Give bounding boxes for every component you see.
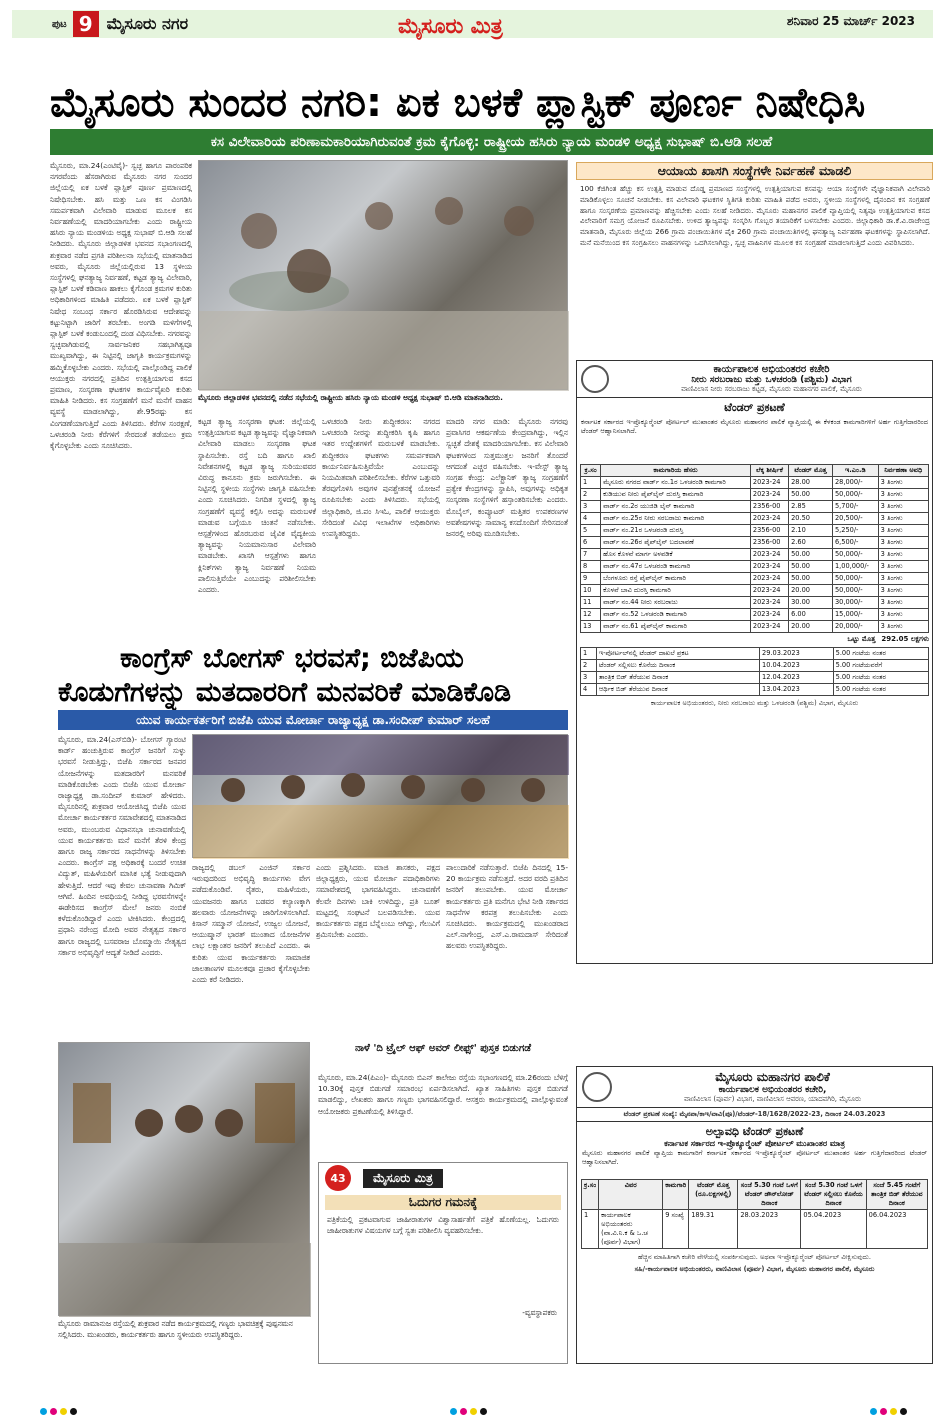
story2-column-2: ರಾಜ್ಯದಲ್ಲಿ ಡಬಲ್ ಎಂಜಿನ್ ಸರ್ಕಾರ ಇರುವುದರಿಂದ ಅಭಿವೃದ್ಧಿ ಕಾರ್ಯಗಳು ವೇಗ ಪಡೆದುಕೊಂಡಿವೆ. ರೈತರು, ಮಹಿಳೆಯರು, ಯುವಜನರು ಹಾಗೂ ಬಡವರ ಕಲ್ಯಾಣಕ್ಕಾಗಿ ಹಲವಾರು ಯೋಜನೆಗಳನ್ನು ಜಾರಿಗೊಳಿಸಲಾಗಿದೆ. ಕಿಸಾನ್ ಸಮ್ಮಾನ್ ಯೋಜನೆ, ಉಜ್ವಲ ಯೋಜನೆ, ಆಯುಷ್ಮಾನ್ ಭಾರತ್ ಮುಂತಾದ ಯೋಜನೆಗಳ ಲಾಭ ಲಕ್ಷಾಂತರ ಜನರಿಗೆ ತಲುಪಿದೆ ಎಂದರು. ಈ ಕುರಿತು ಯುವ ಕಾರ್ಯಕರ್ತರು ಸಾಮಾಜಿಕ ಜಾಲತಾಣಗಳ ಮೂಲಕವೂ ಪ್ರಚಾರ ಕೈಗೊಳ್ಳಬೇಕು ಎಂದು ಕರೆ ನೀಡಿದರು. (192, 863, 310, 985)
table-cell: 5,700/- (832, 501, 878, 513)
table-cell: ವಾರ್ಡ್ ನಂ.25ರ ನೀರು ಸರಬರಾಜು ಕಾಮಗಾರಿ (601, 513, 751, 525)
table-cell: 2356-00 (750, 525, 788, 537)
story3-headline: ನಾಳೆ 'ದಿ ಟ್ರೈಲ್ ಆಫ್ ಅವರ್ ಲೀಫ್ಸ್' ಪುಸ್ತಕ ಬಿಡುಗಡೆ (354, 1043, 532, 1054)
magenta-dot-icon (880, 1408, 887, 1415)
table-header: ಲೆಕ್ಕ ಶೀರ್ಷಿಕೆ (750, 465, 788, 477)
table-row (581, 597, 929, 609)
reader-box-body: ಪತ್ರಿಕೆಯಲ್ಲಿ ಪ್ರಕಟವಾಗುವ ಜಾಹೀರಾತುಗಳ ವಿಶ್ವಾಸಾರ್ಹತೆಗೆ ಪತ್ರಿಕೆ ಹೊಣೆಯಲ್ಲ. ಓದುಗರು ಜಾಹೀರಾತುಗಳ ವಿಷಯಗಳ ಬಗ್ಗೆ ಸ್ವತಃ ಪರಿಶೀಲಿಸಿ ವ್ಯವಹರಿಸಬೇಕು. (327, 1215, 559, 1235)
table-cell: 3 (581, 501, 601, 513)
tender2-title: ಅಲ್ಪಾವಧಿ ಟೆಂಡರ್ ಪ್ರಕಟಣೆ (705, 1125, 804, 1138)
table-cell: ತಾಂತ್ರಿಕ ಬಿಡ್ ತೆರೆಯುವ ದಿನಾಂಕ (596, 672, 759, 684)
yellow-dot-icon (890, 1408, 897, 1415)
table-header: ಸಂಜೆ 5.45 ಗಂಟೆಗೆ ತಾಂತ್ರಿಕ ಬಿಡ್ ತೆರೆಯುವ ದಿನಾಂಕ (866, 1180, 927, 1210)
table-cell: ಕುಡಿಯುವ ನೀರು ಪೈಪ್‍ಲೈನ್ ದುರಸ್ತಿ ಕಾಮಗಾರಿ (601, 489, 751, 501)
table-cell: 30.00 (789, 597, 833, 609)
tender-sign: ಕಾರ್ಯಪಾಲಕ ಅಭಿಯಂತರರು, ನೀರು ಸರಬರಾಜು ಮತ್ತು ಒಳಚರಂಡಿ (ಪಶ್ಚಿಮ) ವಿಭಾಗ, ಮೈಸೂರು (650, 699, 859, 707)
tender-total-label: ಒಟ್ಟು ಮೊತ್ತ (847, 635, 876, 643)
tender-notice-east (576, 1066, 933, 1364)
tender2-office: ಕಾರ್ಯಪಾಲಕ ಅಭಿಯಂತರರ ಕಚೇರಿ, (718, 1085, 827, 1095)
table-cell: 6,500/- (832, 537, 878, 549)
story2-column-1: ಮೈಸೂರು, ಮಾ.24(ಎಸ್‍ಬಿಡಿ)- ಬೋಗಸ್ ಗ್ಯಾರಂಟಿ ಕಾರ್ಡ್ ಹಂಚುತ್ತಿರುವ ಕಾಂಗ್ರೆಸ್ ಜನರಿಗೆ ಸುಳ್ಳು ಭರವಸೆ ನೀಡುತ್ತಿದ್ದು, ಬಿಜೆಪಿ ಸರ್ಕಾರದ ಜನಪರ ಯೋಜನೆಗಳನ್ನು ಮತದಾರರಿಗೆ ಮನವರಿಕೆ ಮಾಡಿಕೊಡಬೇಕು ಎಂದು ಬಿಜೆಪಿ ಯುವ ಮೋರ್ಚಾ ರಾಜ್ಯಾಧ್ಯಕ್ಷ ಡಾ.ಸಂದೀಪ್ ಕುಮಾರ್ ಹೇಳಿದರು. ಮೈಸೂರಿನಲ್ಲಿ ಶುಕ್ರವಾರ ಆಯೋಜಿಸಿದ್ದ ಬಿಜೆಪಿ ಯುವ ಮೋರ್ಚಾ ಕಾರ್ಯಕರ್ತರ ಸಮಾವೇಶದಲ್ಲಿ ಮಾತನಾಡಿದ ಅವರು, ಮುಂಬರುವ ವಿಧಾನಸಭಾ ಚುನಾವಣೆಯಲ್ಲಿ ಯುವ ಕಾರ್ಯಕರ್ತರು ಮನೆ ಮನೆಗೆ ತೆರಳಿ ಕೇಂದ್ರ ಹಾಗೂ ರಾಜ್ಯ ಸರ್ಕಾರದ ಸಾಧನೆಗಳನ್ನು ತಿಳಿಸಬೇಕು ಎಂದರು. ಕಾಂಗ್ರೆಸ್ ಪಕ್ಷ ಅಧಿಕಾರಕ್ಕೆ ಬಂದರೆ ಉಚಿತ ವಿದ್ಯುತ್, ಮಹಿಳೆಯರಿಗೆ ಮಾಸಿಕ ಭತ್ಯೆ ನೀಡುವುದಾಗಿ ಹೇಳುತ್ತಿದೆ. ಆದರೆ ಇವು ಕೇವಲ ಚುನಾವಣಾ ಗಿಮಿಕ್ ಆಗಿವೆ. ಹಿಂದಿನ ಅವಧಿಯಲ್ಲಿ ನೀಡಿದ್ದ ಭರವಸೆಗಳನ್ನೇ ಈಡೇರಿಸದ ಕಾಂಗ್ರೆಸ್ ಮೇಲೆ ಜನರು ನಂಬಿಕೆ ಕಳೆದುಕೊಂಡಿದ್ದಾರೆ ಎಂದು ಟೀಕಿಸಿದರು. ಕೇಂದ್ರದಲ್ಲಿ ಪ್ರಧಾನಿ ನರೇಂದ್ರ ಮೋದಿ ಅವರ ನೇತೃತ್ವದ ಸರ್ಕಾರ ಹಾಗೂ ರಾಜ್ಯದಲ್ಲಿ ಬಸವರಾಜ ಬೊಮ್ಮಾಯಿ ನೇತೃತ್ವದ ಸರ್ಕಾರ ಅಭಿವೃದ್ಧಿಗೆ ಆದ್ಯತೆ ನೀಡಿದೆ ಎಂದರು. (58, 735, 186, 957)
table-cell: 3 ತಿಂಗಳು (878, 561, 928, 573)
table-cell: 3 ತಿಂಗಳು (878, 609, 928, 621)
table-header: ವಿವರ (599, 1180, 663, 1210)
story3-photo (58, 1042, 310, 1316)
story2-deck: ಯುವ ಕಾರ್ಯಕರ್ತರಿಗೆ ಬಿಜೆಪಿ ಯುವ ಮೋರ್ಚಾ ರಾಜ್ಯಾಧ್ಯಕ್ಷ ಡಾ.ಸಂದೀಪ್ ಕುಮಾರ್ ಸಲಹೆ (58, 710, 568, 730)
registration-marks-left (40, 1408, 77, 1415)
table-cell: ಮೈಸೂರು ನಗರದ ವಾರ್ಡ್ ನಂ.1ರ ಒಳಚರಂಡಿ ಕಾಮಗಾರಿ (601, 477, 751, 489)
story2-headline-line2: ಕೊಡುಗೆಗಳನ್ನು ಮತದಾರರಿಗೆ ಮನವರಿಕೆ ಮಾಡಿಕೊಡಿ (58, 677, 512, 708)
tribute-photo-icon (59, 1043, 311, 1317)
tender2-table (581, 1179, 928, 1249)
table-row (581, 501, 929, 513)
table-cell: 28,000/- (832, 477, 878, 489)
table-cell: 2356-00 (750, 537, 788, 549)
table-header: ಇ.ಎಂ.ಡಿ (832, 465, 878, 477)
table-cell: 12 (581, 609, 601, 621)
cyan-dot-icon (40, 1408, 47, 1415)
black-dot-icon (70, 1408, 77, 1415)
table-row (581, 648, 929, 660)
table-header: ಕಾಮಗಾರಿ (663, 1180, 689, 1210)
table-cell: 10 (581, 585, 601, 597)
table-header: ಸಂಜೆ 5.30 ಗಂಟೆ ಒಳಗೆ ಟೆಂಡರ್ ಸಲ್ಲಿಸಲು ಕೊನೆಯ ದಿನಾಂಕ (801, 1180, 866, 1210)
table-cell: 13.04.2023 (760, 684, 834, 696)
lead-column-4: ಮಾದರಿ ನಗರ ಮಾಡಿ: ಮೈಸೂರು ನಗರವು ಪ್ರವಾಸಿಗರ ಆಕರ್ಷಣೆಯ ಕೇಂದ್ರವಾಗಿದ್ದು, ಇಲ್ಲಿನ ಸ್ವಚ್ಛತೆ ದೇಶಕ್ಕೆ ಮಾದರಿಯಾಗಬೇಕು. ಕಸ ವಿಲೇವಾರಿ ಘಟಕಗಳಿಂದ ಸುತ್ತಮುತ್ತಲ ಜನರಿಗೆ ತೊಂದರೆ ಆಗದಂತೆ ಎಚ್ಚರ ವಹಿಸಬೇಕು. ಇ-ವೇಸ್ಟ್ ತ್ಯಾಜ್ಯ ಸಂಗ್ರಹ ಕೇಂದ್ರ: ಎಲೆಕ್ಟ್ರಾನಿಕ್ ತ್ಯಾಜ್ಯ ಸಂಗ್ರಹಣೆಗೆ ಪ್ರತ್ಯೇಕ ಕೇಂದ್ರಗಳನ್ನು ಸ್ಥಾಪಿಸಿ, ಅವುಗಳನ್ನು ಅಧಿಕೃತ ಸಂಸ್ಕರಣಾ ಸಂಸ್ಥೆಗಳಿಗೆ ಹಸ್ತಾಂತರಿಸಬೇಕು ಎಂದರು. ಮೊಬೈಲ್, ಕಂಪ್ಯೂಟರ್ ಮತ್ತಿತರ ಉಪಕರಣಗಳ ಅವಶೇಷಗಳನ್ನು ಸಾಮಾನ್ಯ ಕಸದೊಂದಿಗೆ ಸೇರಿಸದಂತೆ ಜನರಲ್ಲಿ ಅರಿವು ಮೂಡಿಸಬೇಕು. (446, 417, 568, 539)
table-cell: ವಾರ್ಡ್ ನಂ.44 ನೀರು ಸರಬರಾಜು (601, 597, 751, 609)
anniversary-badge: 43 (325, 1165, 351, 1191)
tender-sub: ವಾಣಿವಿಲಾಸ ನೀರು ಸರಬರಾಜು ಕಟ್ಟಡ, ಮೈಸೂರು ಮಹಾನಗರ ಪಾಲಿಕೆ, ಮೈಸೂರು (681, 385, 862, 393)
table-cell: 50,000/- (832, 573, 878, 585)
reader-box-sign: -ವ್ಯವಸ್ಥಾಪಕರು (522, 1308, 557, 1317)
table-cell: 3 ತಿಂಗಳು (878, 585, 928, 597)
table-header: ಟೆಂಡರ್ ಮೊತ್ತ (789, 465, 833, 477)
reader-box-masthead: ಮೈಸೂರು ಮಿತ್ರ (363, 1169, 443, 1188)
side-box-title: ಆಯಾಯ ಖಾಸಗಿ ಸಂಸ್ಥೆಗಳೇ ನಿರ್ವಹಣೆ ಮಾಡಲಿ (576, 162, 933, 180)
table-cell: 1 (581, 648, 597, 660)
dateline: ಶನಿವಾರ 25 ಮಾರ್ಚ್ 2023 (786, 14, 915, 28)
table-cell: 50.00 (789, 549, 833, 561)
table-cell: 3 ತಿಂಗಳು (878, 501, 928, 513)
table-header: ಕ್ರ.ಸಂ (582, 1180, 599, 1210)
table-cell: 3 ತಿಂಗಳು (878, 621, 928, 633)
table-cell: 50.00 (789, 489, 833, 501)
tender-office: ಕಾರ್ಯಪಾಲಕ ಅಭಿಯಂತರರ ಕಚೇರಿ (713, 364, 830, 375)
table-cell: 06.04.2023 (866, 1210, 927, 1249)
table-cell: 50,000/- (832, 489, 878, 501)
table-cell: ಕೊಳವೆ ಬಾವಿ ದುರಸ್ತಿ ಕಾಮಗಾರಿ (601, 585, 751, 597)
table-cell: 20,000/- (832, 621, 878, 633)
table-row (581, 525, 929, 537)
table-cell: 2 (581, 489, 601, 501)
table-header: ಕ್ರ.ಸಂ (581, 465, 601, 477)
table-cell: 13 (581, 621, 601, 633)
lead-photo-caption: ಮೈಸೂರು ಜಿಲ್ಲಾಡಳಿತ ಭವನದಲ್ಲಿ ನಡೆದ ಸಭೆಯಲ್ಲಿ ರಾಷ್ಟ್ರೀಯ ಹಸಿರು ನ್ಯಾಯ ಮಂಡಳಿ ಅಧ್ಯಕ್ಷ ಸುಭಾಷ್ ಬಿ.ಆಡಿ ಮಾತನಾಡಿದರು. (198, 393, 503, 402)
table-cell: 3 ತಿಂಗಳು (878, 549, 928, 561)
table-cell: 2023-24 (750, 477, 788, 489)
tender2-sign: ಸಹಿ/-ಕಾರ್ಯಪಾಲಕ ಅಭಿಯಂತರರು, ವಾಣಿವಿಲಾಸ (ಪೂರ್ವ) ವಿಭಾಗ, ಮೈಸೂರು ಮಹಾನಗರ ಪಾಲಿಕೆ, ಮೈಸೂರು (634, 1265, 875, 1273)
table-header: ಕಾಮಗಾರಿಯ ಹೆಸರು (601, 465, 751, 477)
table-cell: 3 ತಿಂಗಳು (878, 525, 928, 537)
table-row (581, 573, 929, 585)
table-cell: 3 ತಿಂಗಳು (878, 489, 928, 501)
table-cell: 2023-24 (750, 585, 788, 597)
table-cell: 4 (581, 513, 601, 525)
table-cell: 7 (581, 549, 601, 561)
table-cell: 29.03.2023 (760, 648, 834, 660)
tender-total-value: 292.05 ಲಕ್ಷಗಳು (881, 635, 929, 643)
tender2-address: ವಾಣಿವಿಲಾಸ (ಪೂರ್ವ) ವಿಭಾಗ, ವಾಣಿವಿಲಾಸ ಆವರಣ, ಯಾದವಗಿರಿ, ಮೈಸೂರು (683, 1095, 862, 1103)
table-cell: 20.50 (789, 513, 833, 525)
table-cell: 5,250/- (832, 525, 878, 537)
lead-column-2: ಕಟ್ಟಡ ತ್ಯಾಜ್ಯ ಸಂಸ್ಕರಣಾ ಘಟಕ: ಜಿಲ್ಲೆಯಲ್ಲಿ ಉತ್ಪತ್ತಿಯಾಗುವ ಕಟ್ಟಡ ತ್ಯಾಜ್ಯವನ್ನು ವೈಜ್ಞಾನಿಕವಾಗಿ ವಿಲೇವಾರಿ ಮಾಡಲು ಸಂಸ್ಕರಣಾ ಘಟಕ ಸ್ಥಾಪಿಸಬೇಕು. ರಸ್ತೆ ಬದಿ ಹಾಗೂ ಖಾಲಿ ನಿವೇಶನಗಳಲ್ಲಿ ಕಟ್ಟಡ ತ್ಯಾಜ್ಯ ಸುರಿಯುವವರ ವಿರುದ್ಧ ಕಾನೂನು ಕ್ರಮ ಜರುಗಿಸಬೇಕು. ಈ ನಿಟ್ಟಿನಲ್ಲಿ ಸ್ಥಳೀಯ ಸಂಸ್ಥೆಗಳು ಜಾಗೃತಿ ವಹಿಸಬೇಕು ಎಂದು ಸೂಚಿಸಿದರು. ನಿಗದಿತ ಸ್ಥಳದಲ್ಲಿ ತ್ಯಾಜ್ಯ ಸಂಗ್ರಹಣೆಗೆ ವ್ಯವಸ್ಥೆ ಕಲ್ಪಿಸಿ ಅದನ್ನು ಮರುಬಳಕೆ ಮಾಡುವ ಬಗ್ಗೆಯೂ ಚಿಂತನೆ ನಡೆಸಬೇಕು. ಆಸ್ಪತ್ರೆಗಳಿಂದ ಹೊರಬರುವ ಜೈವಿಕ ವೈದ್ಯಕೀಯ ತ್ಯಾಜ್ಯವನ್ನು ನಿಯಮಾನುಸಾರ ವಿಲೇವಾರಿ ಮಾಡಬೇಕು. ಖಾಸಗಿ ಆಸ್ಪತ್ರೆಗಳು ಹಾಗೂ ಕ್ಲಿನಿಕ್‍ಗಳು ತ್ಯಾಜ್ಯ ನಿರ್ವಹಣೆ ನಿಯಮ ಪಾಲಿಸುತ್ತಿವೆಯೇ ಎಂಬುದನ್ನು ಪರಿಶೀಲಿಸಬೇಕು ಎಂದರು. (198, 417, 316, 595)
table-cell: 5.00 ಗಂಟೆಯ ನಂತರ (833, 684, 928, 696)
lead-headline: ಮೈಸೂರು ಸುಂದರ ನಗರಿ: ಏಕ ಬಳಕೆ ಪ್ಲಾಸ್ಟಿಕ್ ಪೂರ್ಣ ನಿಷೇಧಿಸಿ (50, 80, 866, 126)
table-row (581, 621, 929, 633)
table-cell: ಹೊಸ ಕೊಳವೆ ಮಾರ್ಗ ಅಳವಡಿಕೆ (601, 549, 751, 561)
story2-column-3: ಎಂದು ಪ್ರಶ್ನಿಸಿದರು. ಮಾಜಿ ಶಾಸಕರು, ಪಕ್ಷದ ಜಿಲ್ಲಾಧ್ಯಕ್ಷರು, ಯುವ ಮೋರ್ಚಾ ಪದಾಧಿಕಾರಿಗಳು ಸಮಾವೇಶದಲ್ಲಿ ಭಾಗವಹಿಸಿದ್ದರು. ಚುನಾವಣೆಗೆ ಕೆಲವೇ ದಿನಗಳು ಬಾಕಿ ಉಳಿದಿದ್ದು, ಪ್ರತಿ ಬೂತ್ ಮಟ್ಟದಲ್ಲಿ ಸಂಘಟನೆ ಬಲಪಡಿಸಬೇಕು. ಯುವ ಕಾರ್ಯಕರ್ತರು ಪಕ್ಷದ ಬೆನ್ನೆಲುಬು ಆಗಿದ್ದು, ಗೆಲುವಿಗೆ ಶ್ರಮಿಸಬೇಕು ಎಂದರು. (316, 863, 440, 940)
yellow-dot-icon (470, 1408, 477, 1415)
magenta-dot-icon (460, 1408, 467, 1415)
table-cell: 2023-24 (750, 561, 788, 573)
table-cell: 189.31 (689, 1210, 738, 1249)
tender-dept: ನೀರು ಸರಬರಾಜು ಮತ್ತು ಒಳಚರಂಡಿ (ಪಶ್ಚಿಮ) ವಿಭಾಗ (691, 375, 852, 385)
table-cell: ವಾರ್ಡ್ ನಂ.47ರ ಒಳಚರಂಡಿ ಕಾಮಗಾರಿ (601, 561, 751, 573)
table-cell: 3 ತಿಂಗಳು (878, 537, 928, 549)
table-cell: 2356-00 (750, 501, 788, 513)
table-cell: 5.00 ಗಂಟೆಯ ನಂತರ (833, 648, 928, 660)
table-cell: 50.00 (789, 573, 833, 585)
registration-marks-right (870, 1408, 907, 1415)
table-cell: 2023-24 (750, 609, 788, 621)
table-cell: 12.04.2023 (760, 672, 834, 684)
page-header (12, 10, 933, 38)
table-cell: 11 (581, 597, 601, 609)
table-cell: 9 (581, 573, 601, 585)
table-cell: 3 ತಿಂಗಳು (878, 597, 928, 609)
table-cell: 3 ತಿಂಗಳು (878, 513, 928, 525)
table-row (581, 585, 929, 597)
table-cell: 20.00 (789, 621, 833, 633)
tender2-intro: ಮೈಸೂರು ಮಹಾನಗರ ಪಾಲಿಕೆ ವ್ಯಾಪ್ತಿಯ ಕಾಮಗಾರಿಗೆ ಕರ್ನಾಟಕ ಸರ್ಕಾರದ ಇ-ಪ್ರೊಕ್ಯೂರ್‍ಮೆಂಟ್ ಪೋರ್ಟಲ್ ಮುಖಾಂತರ ಅರ್ಹ ಗುತ್ತಿಗೆದಾರರಿಂದ ಟೆಂಡರ್ ಆಹ್ವಾನಿಸಲಾಗಿದೆ. (582, 1149, 927, 1167)
table-cell: 3 ತಿಂಗಳು (878, 573, 928, 585)
table-cell: 30,000/- (832, 597, 878, 609)
table-cell: 8 (581, 561, 601, 573)
story2-headline-line1: ಕಾಂಗ್ರೆಸ್ ಬೋಗಸ್ ಭರವಸೆ; ಬಿಜೆಪಿಯ (120, 643, 464, 674)
table-cell: 5.00 ಗಂಟೆಯ ನಂತರ (833, 672, 928, 684)
table-cell: 50.00 (789, 561, 833, 573)
table-cell: 2023-24 (750, 597, 788, 609)
table-cell: 10.04.2023 (760, 660, 834, 672)
cyan-dot-icon (870, 1408, 877, 1415)
table-row (581, 513, 929, 525)
story2-photo (192, 734, 568, 858)
table-row (581, 684, 929, 696)
story2-column-4: ಪಾಲುದಾರಿಕೆ ನಡೆಸುತ್ತಾರೆ. ಬಿಜೆಪಿ ದಿನದಲ್ಲಿ 15-20 ಕಾರ್ಯಕ್ರಮ ನಡೆಸುತ್ತದೆ. ಅದರ ವರದಿ ಪ್ರತಿದಿನ ಜನರಿಗೆ ತಲುಪಬೇಕು. ಯುವ ಮೋರ್ಚಾ ಕಾರ್ಯಕರ್ತರು ಪ್ರತಿ ಮನೆಗೂ ಭೇಟಿ ನೀಡಿ ಸರ್ಕಾರದ ಸಾಧನೆಗಳ ಕರಪತ್ರ ತಲುಪಿಸಬೇಕು ಎಂದು ಸೂಚಿಸಿದರು. ಕಾರ್ಯಕ್ರಮದಲ್ಲಿ ಮುಖಂಡರಾದ ಎಲ್.ನಾಗೇಂದ್ರ, ಎಸ್.ಎ.ರಾಮದಾಸ್ ಸೇರಿದಂತೆ ಹಲವರು ಉಪಸ್ಥಿತರಿದ್ದರು. (446, 863, 568, 951)
table-cell: ಕಾರ್ಯಪಾಲಕ ಅಭಿಯಂತರರು (ವಾ.ವಿ.ನಿ.ಕ & ಒ.ಚ (ಪೂರ್ವ) ವಿಭಾಗ) (599, 1210, 663, 1249)
table-cell: 2.60 (789, 537, 833, 549)
table-cell: 2 (581, 660, 597, 672)
table-cell: ವಾರ್ಡ್ ನಂ.21ರ ಒಳಚರಂಡಿ ದುರಸ್ತಿ (601, 525, 751, 537)
table-cell: 2.10 (789, 525, 833, 537)
cyan-dot-icon (450, 1408, 457, 1415)
tender-schedule-table (580, 647, 929, 696)
corporation-seal-icon (581, 365, 609, 393)
table-cell: 4 (581, 684, 597, 696)
table-cell: 20,500/- (832, 513, 878, 525)
table-cell: ಬೆಂಗಳೂರು ರಸ್ತೆ ಪೈಪ್‍ಲೈನ್ ಕಾಮಗಾರಿ (601, 573, 751, 585)
table-cell: 50,000/- (832, 585, 878, 597)
table-cell: ಇ-ಪೋರ್ಟಲ್‍ನಲ್ಲಿ ಟೆಂಡರ್ ದಾಖಲೆ ಪ್ರಕಟ (596, 648, 759, 660)
table-row (581, 660, 929, 672)
table-header: ಸಂಜೆ 5.30 ಗಂಟೆ ಒಳಗೆ ಟೆಂಡರ್ ಡೌನ್‍ಲೋಡ್ ದಿನಾಂಕ (738, 1180, 801, 1210)
table-cell: 9 ಸಂಖ್ಯೆ (663, 1210, 689, 1249)
meeting-photo-icon (199, 161, 569, 391)
table-cell: ಆರ್ಥಿಕ ಬಿಡ್ ತೆರೆಯುವ ದಿನಾಂಕ (596, 684, 759, 696)
table-cell: 1 (581, 477, 601, 489)
reader-box-title: ಓದುಗರ ಗಮನಕ್ಕೆ (325, 1195, 561, 1210)
table-cell: 28.03.2023 (738, 1210, 801, 1249)
black-dot-icon (480, 1408, 487, 1415)
black-dot-icon (900, 1408, 907, 1415)
table-cell: 2023-24 (750, 573, 788, 585)
tender-title: ಟೆಂಡರ್ ಪ್ರಕಟಣೆ (724, 401, 785, 414)
reader-notice-box (318, 1162, 568, 1364)
table-row (581, 672, 929, 684)
corporation-seal-icon (582, 1072, 612, 1102)
tender2-note: ಹೆಚ್ಚಿನ ಮಾಹಿತಿಗಾಗಿ ಕಚೇರಿ ವೇಳೆಯಲ್ಲಿ ಸಂಪರ್ಕಿಸುವುದು. ಅಥವಾ ಇ-ಪ್ರೊಕ್ಯೂರ್‍ಮೆಂಟ್ ಪೋರ್ಟಲ್ ವೀಕ್ಷಿಸುವುದು. (638, 1253, 871, 1261)
table-cell: 6.00 (789, 609, 833, 621)
table-cell: 15,000/- (832, 609, 878, 621)
table-cell: 2023-24 (750, 489, 788, 501)
table-row (581, 609, 929, 621)
magenta-dot-icon (50, 1408, 57, 1415)
lead-deck: ಕಸ ವಿಲೇವಾರಿಯ ಪರಿಣಾಮಕಾರಿಯಾಗಿರುವಂತೆ ಕ್ರಮ ಕೈಗೊಳ್ಳಿ: ರಾಷ್ಟ್ರೀಯ ಹಸಿರು ನ್ಯಾಯ ಮಂಡಳಿ ಅಧ್ಯಕ್ಷ ಸುಭಾಷ್ ಬಿ.ಆಡಿ ಸಲಹೆ (50, 129, 933, 155)
table-cell: 28.00 (789, 477, 833, 489)
table-cell: 3 ತಿಂಗಳು (878, 477, 928, 489)
page-label: ಪುಟ (52, 18, 67, 30)
story3-photo-caption: ಮೈಸೂರು ರಾಮಾನುಜ ರಸ್ತೆಯಲ್ಲಿ ಶುಕ್ರವಾರ ನಡೆದ ಕಾರ್ಯಕ್ರಮದಲ್ಲಿ ಗಣ್ಯರು ಭಾವಚಿತ್ರಕ್ಕೆ ಪುಷ್ಪನಮನ ಸಲ್ಲಿಸಿದರು. ಮುಖಂಡರು, ಕಾರ್ಯಕರ್ತರು ಹಾಗೂ ಸ್ಥಳೀಯರು ಉಪಸ್ಥಿತರಿದ್ದರು. (58, 1319, 293, 1339)
table-cell: ವಾರ್ಡ್ ನಂ.52 ಒಳಚರಂಡಿ ಕಾಮಗಾರಿ (601, 609, 751, 621)
table-row (581, 489, 929, 501)
table-row (581, 537, 929, 549)
table-cell: 1,00,000/- (832, 561, 878, 573)
table-cell: 6 (581, 537, 601, 549)
table-cell: ವಾರ್ಡ್ ನಂ.26ರ ಪೈಪ್‍ಲೈನ್ ಬದಲಾವಣೆ (601, 537, 751, 549)
registration-marks-center (450, 1408, 487, 1415)
table-row (581, 549, 929, 561)
table-cell: 3 (581, 672, 597, 684)
table-row (581, 477, 929, 489)
table-header: ನಿರ್ವಹಣಾ ಅವಧಿ (878, 465, 928, 477)
table-row (581, 561, 929, 573)
table-header: ಟೆಂಡರ್ ಮೊತ್ತ (ರೂ.ಲಕ್ಷಗಳಲ್ಲಿ) (689, 1180, 738, 1210)
table-cell: 2023-24 (750, 549, 788, 561)
side-box-body: 100 ಕೆಜಿಗಿಂತ ಹೆಚ್ಚು ಕಸ ಉತ್ಪತ್ತಿ ಮಾಡುವ ದೊಡ್ಡ ಪ್ರಮಾಣದ ಸಂಸ್ಥೆಗಳಲ್ಲಿ ಉತ್ಪತ್ತಿಯಾಗುವ ಕಸವನ್ನು ಆಯಾ ಸಂಸ್ಥೆಗಳೇ ವೈಜ್ಞಾನಿಕವಾಗಿ ವಿಲೇವಾರಿ ಮಾಡಿಕೊಳ್ಳಲು ಸೂಚನೆ ನೀಡಬೇಕು. ಕಸ ವಿಲೇವಾರಿ ಘಟಕಗಳ ಸ್ಥಿತಿಗತಿ ಕುರಿತು ಮಾಹಿತಿ ಪಡೆದ ಅವರು, ಸ್ಥಳೀಯ ಸಂಸ್ಥೆಗಳಲ್ಲಿ ದೈನಂದಿನ ಕಸ ಸಂಗ್ರಹಣೆ ಹಾಗೂ ಸಂಸ್ಕರಣೆಯ ಪ್ರಮಾಣವನ್ನು ಹೆಚ್ಚಿಸಬೇಕು ಎಂದು ಸಲಹೆ ನೀಡಿದರು. ಮೈಸೂರು ಮಹಾನಗರ ಪಾಲಿಕೆ ವ್ಯಾಪ್ತಿಯಲ್ಲಿ ನಿತ್ಯವೂ ಉತ್ಪತ್ತಿಯಾಗುವ ಕಸದ ವಿಲೇವಾರಿಗೆ ಸಮಗ್ರ ಯೋಜನೆ ರೂಪಿಸಬೇಕು. ಉಳಿದ ತ್ಯಾಜ್ಯವನ್ನು ಸಂಸ್ಕರಿಸಿ ಗೊಬ್ಬರ ತಯಾರಿಕೆಗೆ ಬಳಸಬೇಕು ಎಂದರು. ಜಿಲ್ಲಾಧಿಕಾರಿ ಡಾ.ಕೆ.ವಿ.ರಾಜೇಂದ್ರ ಮಾತನಾಡಿ, ಮೈಸೂರು ಜಿಲ್ಲೆಯ 266 ಗ್ರಾಮ ಪಂಚಾಯಿತಿಗಳ ಪೈಕಿ 260 ಗ್ರಾಮ ಪಂಚಾಯಿತಿಗಳಲ್ಲಿ ಘನತ್ಯಾಜ್ಯ ನಿರ್ವಹಣಾ ಘಟಕಗಳನ್ನು ಸ್ಥಾಪಿಸಲಾಗಿದೆ. ಮನೆ ಮನೆಯಿಂದ ಕಸ ಸಂಗ್ರಹಿಸಲು ವಾಹನಗಳನ್ನು ಒದಗಿಸಲಾಗಿದ್ದು, ಸ್ವಚ್ಛ ವಾಹಿನಿಗಳ ಮೂಲಕ ಕಸ ಸಂಗ್ರಹಣೆ ಮಾಡಲಾಗುತ್ತಿದೆ ಎಂದು ವಿವರಿಸಿದರು. (580, 184, 930, 247)
event-photo-icon (193, 735, 569, 859)
section-name: ಮೈಸೂರು ನಗರ (106, 14, 189, 33)
tender-intro: ಕರ್ನಾಟಕ ಸರ್ಕಾರದ ಇ-ಪ್ರೊಕ್ಯೂರ್‍ಮೆಂಟ್ ಪೋರ್ಟಲ್ ಮುಖಾಂತರ ಮೈಸೂರು ಮಹಾನಗರ ಪಾಲಿಕೆ ವ್ಯಾಪ್ತಿಯಲ್ಲಿ ಈ ಕೆಳಕಂಡ ಕಾಮಗಾರಿಗಳಿಗೆ ಅರ್ಹ ಗುತ್ತಿಗೆದಾರರಿಂದ ಟೆಂಡರ್ ಆಹ್ವಾನಿಸಲಾಗಿದೆ. (581, 418, 928, 436)
table-cell: ವಾರ್ಡ್ ನಂ.2ರ ಯುಜಿಡಿ ಲೈನ್ ಕಾಮಗಾರಿ (601, 501, 751, 513)
table-cell: ಟೆಂಡರ್ ಸಲ್ಲಿಸಲು ಕೊನೆಯ ದಿನಾಂಕ (596, 660, 759, 672)
tender2-org: ಮೈಸೂರು ಮಹಾನಗರ ಪಾಲಿಕೆ (715, 1070, 830, 1084)
yellow-dot-icon (60, 1408, 67, 1415)
masthead-logo: ಮೈಸೂರು ಮಿತ್ರ (398, 13, 503, 38)
story3-body: ಮೈಸೂರು, ಮಾ.24(ಪಿಎಂ)- ಮೈಸೂರು ಬಿಎನ್ ಕಾಲೇಜು ರಸ್ತೆಯ ಸಭಾಂಗಣದಲ್ಲಿ ಮಾ.26ರಂದು ಬೆಳಿಗ್ಗೆ 10.30ಕ್ಕೆ ಪುಸ್ತಕ ಬಿಡುಗಡೆ ಸಮಾರಂಭ ಏರ್ಪಡಿಸಲಾಗಿದೆ. ಖ್ಯಾತ ಸಾಹಿತಿಗಳು ಪುಸ್ತಕ ಬಿಡುಗಡೆ ಮಾಡಲಿದ್ದು, ಲೇಖಕರು ಹಾಗೂ ಗಣ್ಯರು ಭಾಗವಹಿಸಲಿದ್ದಾರೆ. ಆಸಕ್ತರು ಕಾರ್ಯಕ್ರಮದಲ್ಲಿ ಪಾಲ್ಗೊಳ್ಳುವಂತೆ ಆಯೋಜಕರು ಪ್ರಕಟಣೆಯಲ್ಲಿ ತಿಳಿಸಿದ್ದಾರೆ. (318, 1073, 568, 1116)
table-cell: ವಾರ್ಡ್ ನಂ.61 ಪೈಪ್‍ಲೈನ್ ಕಾಮಗಾರಿ (601, 621, 751, 633)
table-cell: 05.04.2023 (801, 1210, 866, 1249)
table-cell: 2023-24 (750, 513, 788, 525)
lead-column-3: ಒಳಚರಂಡಿ ನೀರು ಶುದ್ಧೀಕರಣ: ನಗರದ ಒಳಚರಂಡಿ ನೀರನ್ನು ಶುದ್ಧೀಕರಿಸಿ ಕೃಷಿ ಹಾಗೂ ಇತರ ಉದ್ದೇಶಗಳಿಗೆ ಮರುಬಳಕೆ ಮಾಡಬೇಕು. ಶುದ್ಧೀಕರಣ ಘಟಕಗಳು ಸಮರ್ಪಕವಾಗಿ ಕಾರ್ಯನಿರ್ವಹಿಸುತ್ತಿವೆಯೇ ಎಂಬುದನ್ನು ನಿಯಮಿತವಾಗಿ ಪರಿಶೀಲಿಸಬೇಕು. ಕೆರೆಗಳ ಒತ್ತುವರಿ ತೆರವುಗೊಳಿಸಿ ಅವುಗಳ ಪುನಶ್ಚೇತನಕ್ಕೆ ಯೋಜನೆ ರೂಪಿಸಬೇಕು ಎಂದು ತಿಳಿಸಿದರು. ಸಭೆಯಲ್ಲಿ ಜಿಲ್ಲಾಧಿಕಾರಿ, ಜಿ.ಪಂ ಸಿಇಓ, ಪಾಲಿಕೆ ಆಯುಕ್ತರು ಸೇರಿದಂತೆ ವಿವಿಧ ಇಲಾಖೆಗಳ ಅಧಿಕಾರಿಗಳು ಉಪಸ್ಥಿತರಿದ್ದರು. (322, 417, 440, 539)
lead-photo (198, 160, 568, 390)
table-cell: 5.00 ಗಂಟೆಯವರೆಗೆ (833, 660, 928, 672)
tender2-subtitle: ಕರ್ನಾಟಕ ಸರ್ಕಾರದ ಇ-ಪ್ರೊಕ್ಯೂರ್‍ಮೆಂಟ್ ಪೋರ್ಟಲ್ ಮುಖಾಂತರ ಮಾತ್ರ (664, 1139, 845, 1148)
tender2-ref: ಟೆಂಡರ್ ಪ್ರಕಟಣೆ ಸಂಖ್ಯೆ: ಮೈನಪಾ/ಕಾಇ/ವಾವಿ(ಪೂ)/ಟೆಂಡರ್-18/1628/2022-23, ದಿನಾಂಕ 24.03.2023 (577, 1108, 932, 1122)
table-cell: 50,000/- (832, 549, 878, 561)
tender-notice-water (576, 360, 933, 964)
table-cell: 2023-24 (750, 621, 788, 633)
lead-column-1: ಮೈಸೂರು, ಮಾ.24(ಎಂಟಿವೈ)- ಸ್ವಚ್ಛ ಹಾಗೂ ಪಾರಂಪರಿಕ ನಗರವೆಂದು ಹೆಸರಾಗಿರುವ ಮೈಸೂರು ನಗರ ಸುಂದರ ಜಿಲ್ಲೆಯಲ್ಲಿ ಏಕ ಬಳಕೆ ಪ್ಲಾಸ್ಟಿಕ್ ಪೂರ್ಣ ಪ್ರಮಾಣದಲ್ಲಿ ನಿಷೇಧಿಸಬೇಕು. ಹಸಿ ಮತ್ತು ಒಣ ಕಸ ವಿಂಗಡಿಸಿ ಸಮರ್ಪಕವಾಗಿ ವಿಲೇವಾರಿ ಮಾಡುವ ಮೂಲಕ ಕಸ ನಿರ್ವಹಣೆಯಲ್ಲಿ ಮಾದರಿಯಾಗಬೇಕು ಎಂದು ರಾಷ್ಟ್ರೀಯ ಹಸಿರು ನ್ಯಾಯ ಮಂಡಳಿಯ ಅಧ್ಯಕ್ಷ ಸುಭಾಷ್ ಬಿ.ಆಡಿ ಸಲಹೆ ನೀಡಿದರು. ಮೈಸೂರು ಜಿಲ್ಲಾಡಳಿತ ಭವನದ ಸಭಾಂಗಣದಲ್ಲಿ ಶುಕ್ರವಾರ ನಡೆದ ಪ್ರಗತಿ ಪರಿಶೀಲನಾ ಸಭೆಯಲ್ಲಿ ಮಾತನಾಡಿದ ಅವರು, ಮೈಸೂರು ಜಿಲ್ಲೆಯಲ್ಲಿರುವ 13 ಸ್ಥಳೀಯ ಸಂಸ್ಥೆಗಳಲ್ಲಿ ಘನತ್ಯಾಜ್ಯ ನಿರ್ವಹಣೆ, ಕಟ್ಟಡ ತ್ಯಾಜ್ಯ ವಿಲೇವಾರಿ, ಪ್ಲಾಸ್ಟಿಕ್ ಬಳಕೆ ಕಡಿವಾಣ ಹಾಕಲು ಕೈಗೊಂಡ ಕ್ರಮಗಳ ಕುರಿತು ಅಧಿಕಾರಿಗಳಿಂದ ಮಾಹಿತಿ ಪಡೆದರು. ಏಕ ಬಳಕೆ ಪ್ಲಾಸ್ಟಿಕ್ ನಿಷೇಧ ಸಂಬಂಧ ಸರ್ಕಾರ ಹೊರಡಿಸಿರುವ ಆದೇಶವನ್ನು ಕಟ್ಟುನಿಟ್ಟಾಗಿ ಜಾರಿಗೆ ತರಬೇಕು. ಅಂಗಡಿ ಮಳಿಗೆಗಳಲ್ಲಿ ಪ್ಲಾಸ್ಟಿಕ್ ಬಳಕೆ ಕಂಡುಬಂದಲ್ಲಿ ದಂಡ ವಿಧಿಸಬೇಕು. ನಗರವನ್ನು ಸ್ವಚ್ಛವಾಗಿಡುವಲ್ಲಿ ಸಾರ್ವಜನಿಕರ ಸಹಭಾಗಿತ್ವವೂ ಮುಖ್ಯವಾಗಿದ್ದು, ಈ ನಿಟ್ಟಿನಲ್ಲಿ ಜಾಗೃತಿ ಕಾರ್ಯಕ್ರಮಗಳನ್ನು ಹಮ್ಮಿಕೊಳ್ಳಬೇಕು ಎಂದರು. ಸಭೆಯಲ್ಲಿ ಪಾಲ್ಗೊಂಡಿದ್ದ ಪಾಲಿಕೆ ಆಯುಕ್ತರು ನಗರದಲ್ಲಿ ಪ್ರತಿದಿನ ಉತ್ಪತ್ತಿಯಾಗುವ ಕಸದ ಪ್ರಮಾಣ, ಸಂಸ್ಕರಣಾ ಘಟಕಗಳ ಕಾರ್ಯವೈಖರಿ ಕುರಿತು ಮಾಹಿತಿ ನೀಡಿದರು. ಕಸ ಸಂಗ್ರಹಣೆಗೆ ಮನೆ ಮನೆಗೆ ವಾಹನ ವ್ಯವಸ್ಥೆ ಮಾಡಲಾಗಿದ್ದು, ಶೇ.95ರಷ್ಟು ಕಸ ವಿಂಗಡಣೆಯಾಗುತ್ತಿದೆ ಎಂದು ತಿಳಿಸಿದರು. ಕೆರೆಗಳ ಸಂರಕ್ಷಣೆ, ಒಳಚರಂಡಿ ನೀರು ಕೆರೆಗಳಿಗೆ ಸೇರದಂತೆ ತಡೆಯಲು ಕ್ರಮ ಕೈಗೊಳ್ಳಬೇಕು ಎಂದು ಸೂಚಿಸಿದರು. (50, 161, 192, 451)
tender-table (580, 464, 929, 633)
table-row (582, 1210, 928, 1249)
table-cell: 5 (581, 525, 601, 537)
table-cell: 1 (582, 1210, 599, 1249)
page-number-badge: 9 (73, 11, 99, 37)
table-cell: 20.00 (789, 585, 833, 597)
table-cell: 2.85 (789, 501, 833, 513)
